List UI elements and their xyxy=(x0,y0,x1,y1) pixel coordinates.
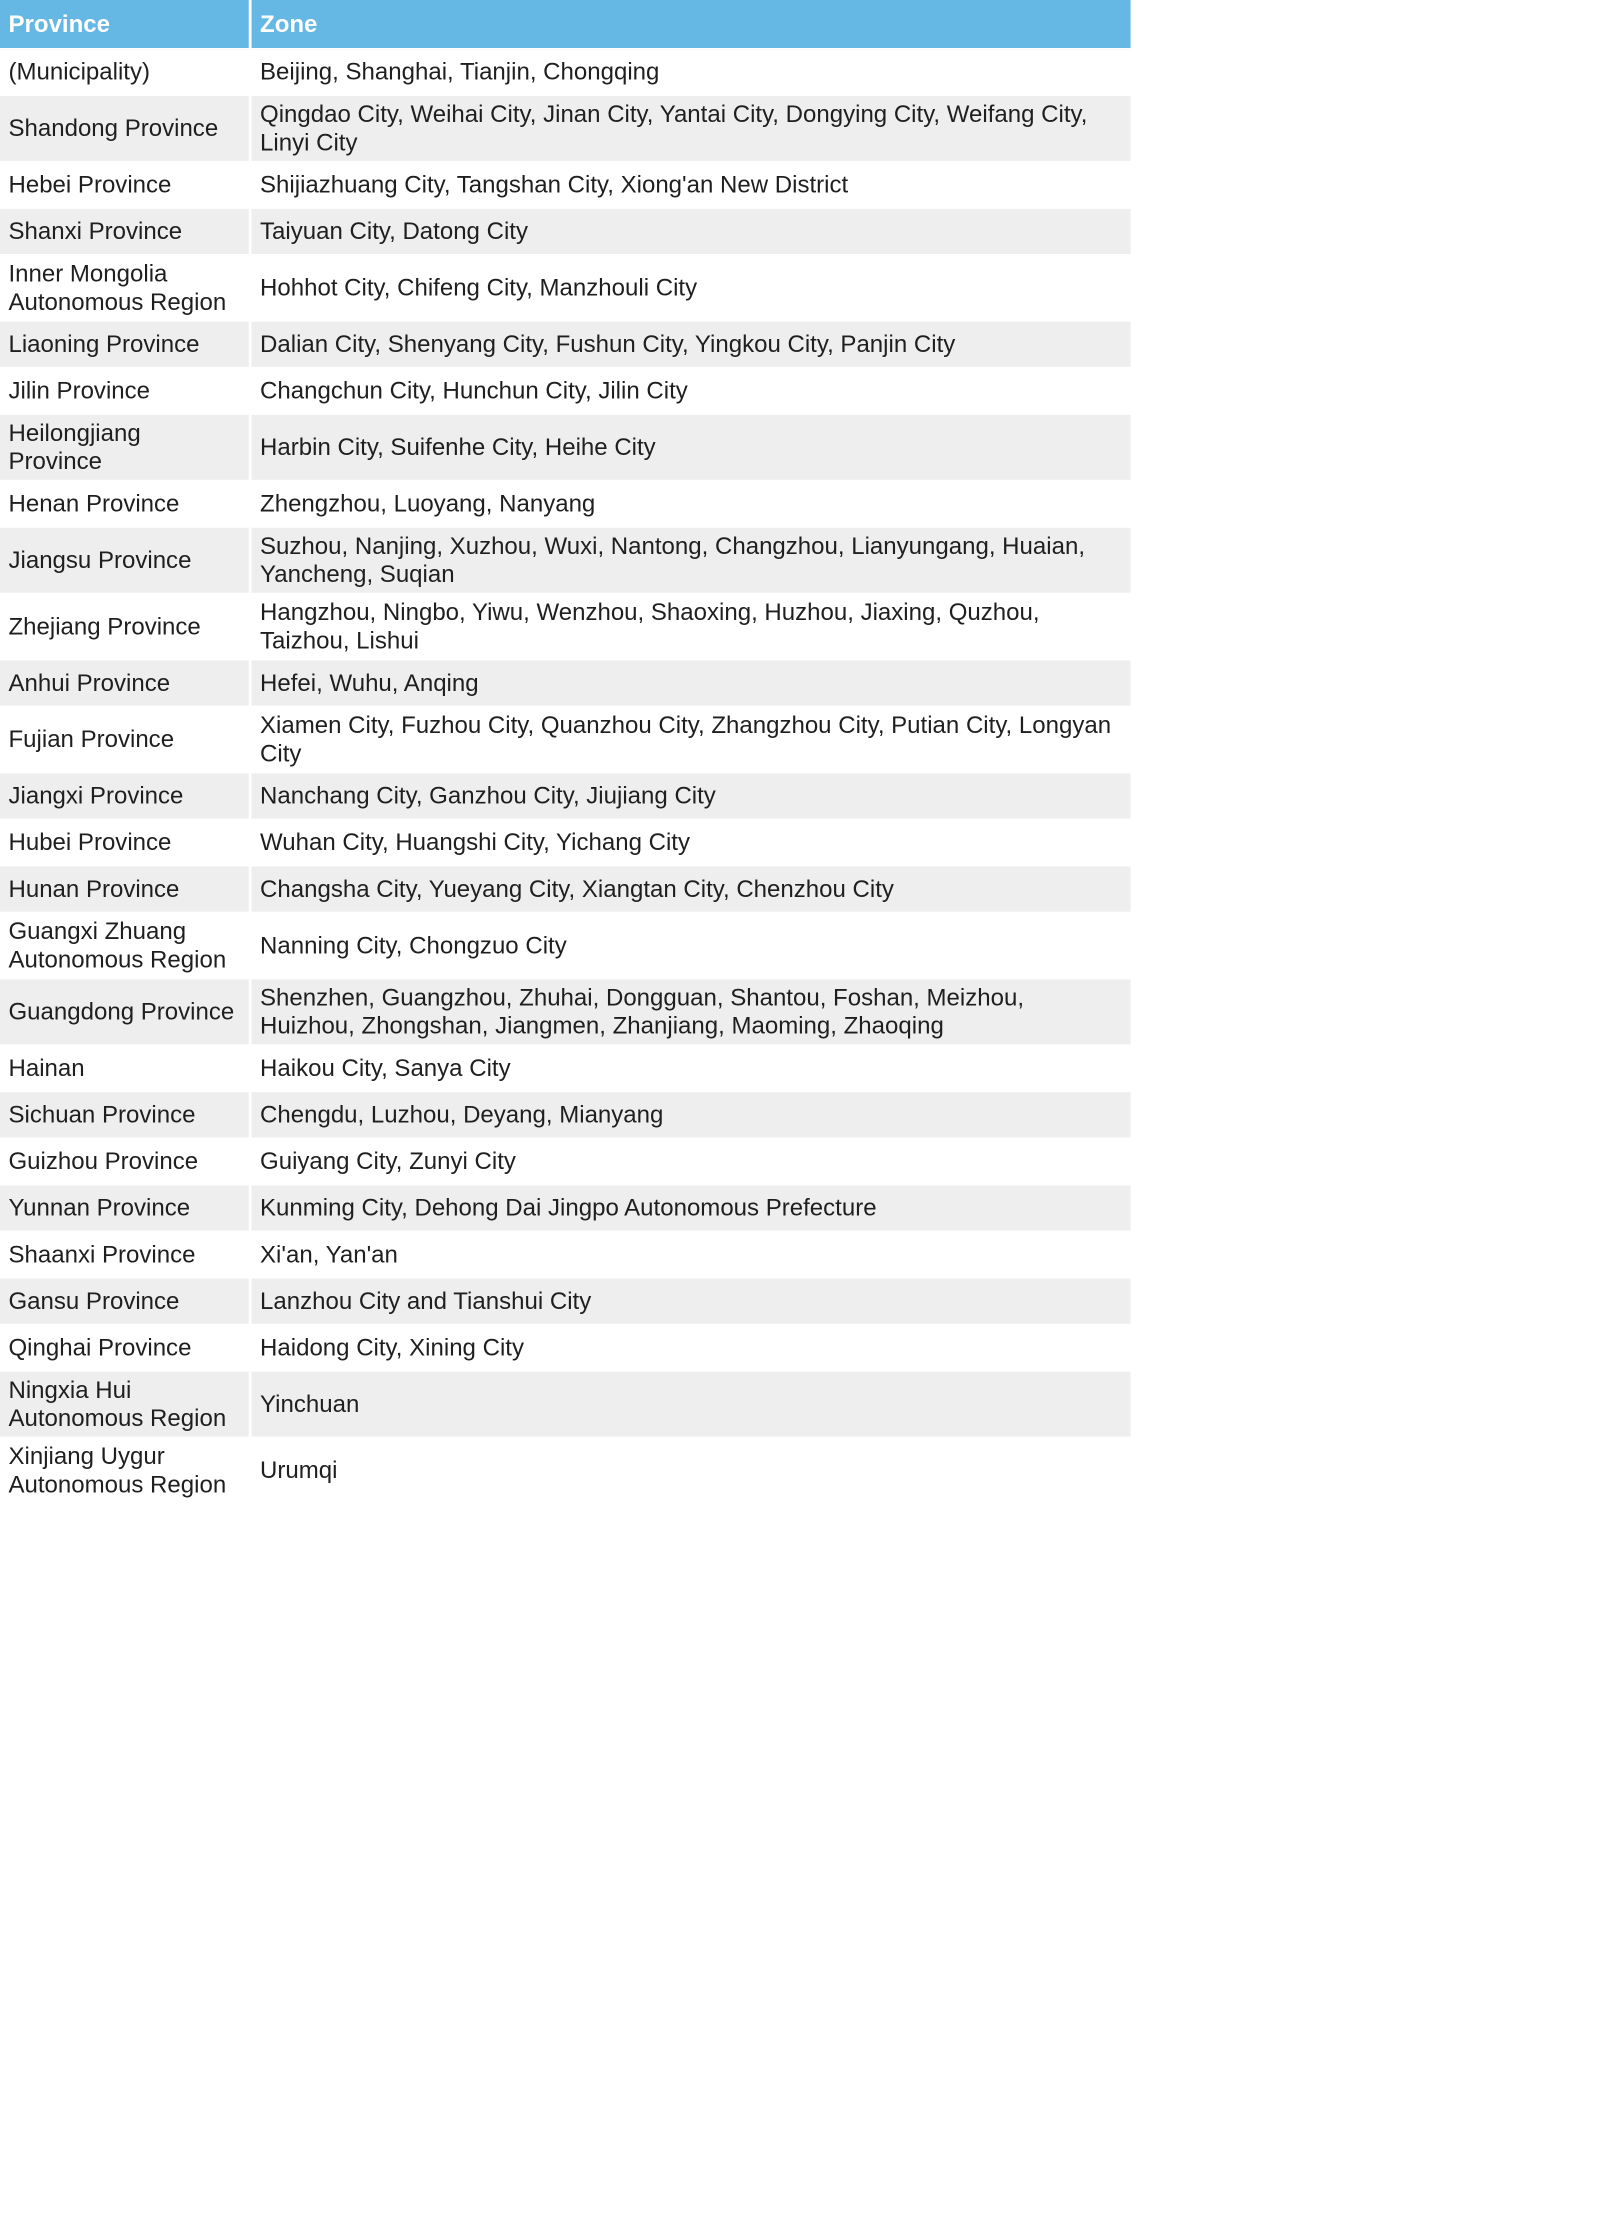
province-cell: Fujian Province xyxy=(0,707,252,773)
province-cell: (Municipality) xyxy=(0,49,252,96)
table-row xyxy=(0,594,1131,660)
table-row xyxy=(0,415,1131,481)
zone-cell: Shijiazhuang City, Tangshan City, Xiong'an New District xyxy=(252,162,1131,209)
table-row xyxy=(0,209,1131,256)
table-row xyxy=(0,1046,1131,1093)
province-cell: Shanxi Province xyxy=(0,209,252,256)
province-cell: Jiangsu Province xyxy=(0,528,252,594)
header-row xyxy=(0,0,1131,49)
province-cell: Xinjiang Uygur Autonomous Region xyxy=(0,1438,252,1504)
province-cell: Ningxia Hui Autonomous Region xyxy=(0,1372,252,1438)
zone-cell: Haidong City, Xining City xyxy=(252,1325,1131,1372)
province-cell: Heilongjiang Province xyxy=(0,415,252,481)
zone-cell: Changsha City, Yueyang City, Xiangtan City, Chenzhou City xyxy=(252,866,1131,913)
table-header xyxy=(0,0,1131,49)
province-cell: Anhui Province xyxy=(0,660,252,707)
zone-cell: Harbin City, Suifenhe City, Heihe City xyxy=(252,415,1131,481)
province-cell: Henan Province xyxy=(0,481,252,528)
table-row xyxy=(0,481,1131,528)
table-row xyxy=(0,322,1131,369)
zone-cell: Guiyang City, Zunyi City xyxy=(252,1139,1131,1186)
table-body xyxy=(0,49,1131,1504)
province-cell: Gansu Province xyxy=(0,1279,252,1326)
province-zone-table xyxy=(0,0,1131,1504)
zone-column-header: Zone xyxy=(252,0,1131,49)
table-row xyxy=(0,913,1131,979)
table-row xyxy=(0,820,1131,867)
province-cell: Jilin Province xyxy=(0,368,252,415)
province-cell: Hubei Province xyxy=(0,820,252,867)
province-cell: Hunan Province xyxy=(0,866,252,913)
province-cell: Qinghai Province xyxy=(0,1325,252,1372)
province-cell: Guangxi Zhuang Autonomous Region xyxy=(0,913,252,979)
zone-cell: Wuhan City, Huangshi City, Yichang City xyxy=(252,820,1131,867)
province-cell: Guangdong Province xyxy=(0,979,252,1045)
zone-cell: Taiyuan City, Datong City xyxy=(252,209,1131,256)
province-cell: Sichuan Province xyxy=(0,1092,252,1139)
zone-cell: Lanzhou City and Tianshui City xyxy=(252,1279,1131,1326)
zone-cell: Qingdao City, Weihai City, Jinan City, Yantai City, Dongying City, Weifang City, Linyi City xyxy=(252,96,1131,162)
table-row xyxy=(0,773,1131,820)
table-row xyxy=(0,96,1131,162)
zones-table-wrapper xyxy=(0,0,1131,1504)
zone-cell: Hefei, Wuhu, Anqing xyxy=(252,660,1131,707)
zone-cell: Haikou City, Sanya City xyxy=(252,1046,1131,1093)
zone-cell: Hohhot City, Chifeng City, Manzhouli City xyxy=(252,255,1131,321)
table-row xyxy=(0,707,1131,773)
table-row xyxy=(0,1232,1131,1279)
province-cell: Shaanxi Province xyxy=(0,1232,252,1279)
table-row xyxy=(0,1185,1131,1232)
table-row xyxy=(0,1372,1131,1438)
table-row xyxy=(0,1438,1131,1504)
zone-cell: Yinchuan xyxy=(252,1372,1131,1438)
zone-cell: Urumqi xyxy=(252,1438,1131,1504)
zone-cell: Shenzhen, Guangzhou, Zhuhai, Dongguan, Shantou, Foshan, Meizhou, Huizhou, Zhongshan, Jiangmen, Zhanjiang, Maoming, Zhaoqing xyxy=(252,979,1131,1045)
table-row xyxy=(0,255,1131,321)
zone-cell: Beijing, Shanghai, Tianjin, Chongqing xyxy=(252,49,1131,96)
zone-cell: Xiamen City, Fuzhou City, Quanzhou City, Zhangzhou City, Putian City, Longyan City xyxy=(252,707,1131,773)
province-cell: Shandong Province xyxy=(0,96,252,162)
province-cell: Inner Mongolia Autonomous Region xyxy=(0,255,252,321)
table-row xyxy=(0,162,1131,209)
table-row xyxy=(0,49,1131,96)
table-row xyxy=(0,368,1131,415)
province-cell: Hebei Province xyxy=(0,162,252,209)
zone-cell: Nanchang City, Ganzhou City, Jiujiang City xyxy=(252,773,1131,820)
province-cell: Liaoning Province xyxy=(0,322,252,369)
province-cell: Hainan xyxy=(0,1046,252,1093)
table-row xyxy=(0,660,1131,707)
table-row xyxy=(0,979,1131,1045)
province-column-header: Province xyxy=(0,0,252,49)
province-cell: Jiangxi Province xyxy=(0,773,252,820)
zone-cell: Hangzhou, Ningbo, Yiwu, Wenzhou, Shaoxing, Huzhou, Jiaxing, Quzhou, Taizhou, Lishui xyxy=(252,594,1131,660)
table-row xyxy=(0,1092,1131,1139)
zone-cell: Xi'an, Yan'an xyxy=(252,1232,1131,1279)
table-row xyxy=(0,1279,1131,1326)
province-cell: Yunnan Province xyxy=(0,1185,252,1232)
zone-cell: Kunming City, Dehong Dai Jingpo Autonomous Prefecture xyxy=(252,1185,1131,1232)
zone-cell: Nanning City, Chongzuo City xyxy=(252,913,1131,979)
zone-cell: Dalian City, Shenyang City, Fushun City, Yingkou City, Panjin City xyxy=(252,322,1131,369)
table-row xyxy=(0,866,1131,913)
table-row xyxy=(0,1325,1131,1372)
zone-cell: Chengdu, Luzhou, Deyang, Mianyang xyxy=(252,1092,1131,1139)
province-cell: Guizhou Province xyxy=(0,1139,252,1186)
zone-cell: Suzhou, Nanjing, Xuzhou, Wuxi, Nantong, Changzhou, Lianyungang, Huaian, Yancheng, Suqian xyxy=(252,528,1131,594)
province-cell: Zhejiang Province xyxy=(0,594,252,660)
table-row xyxy=(0,1139,1131,1186)
table-row xyxy=(0,528,1131,594)
zone-cell: Changchun City, Hunchun City, Jilin City xyxy=(252,368,1131,415)
zone-cell: Zhengzhou, Luoyang, Nanyang xyxy=(252,481,1131,528)
